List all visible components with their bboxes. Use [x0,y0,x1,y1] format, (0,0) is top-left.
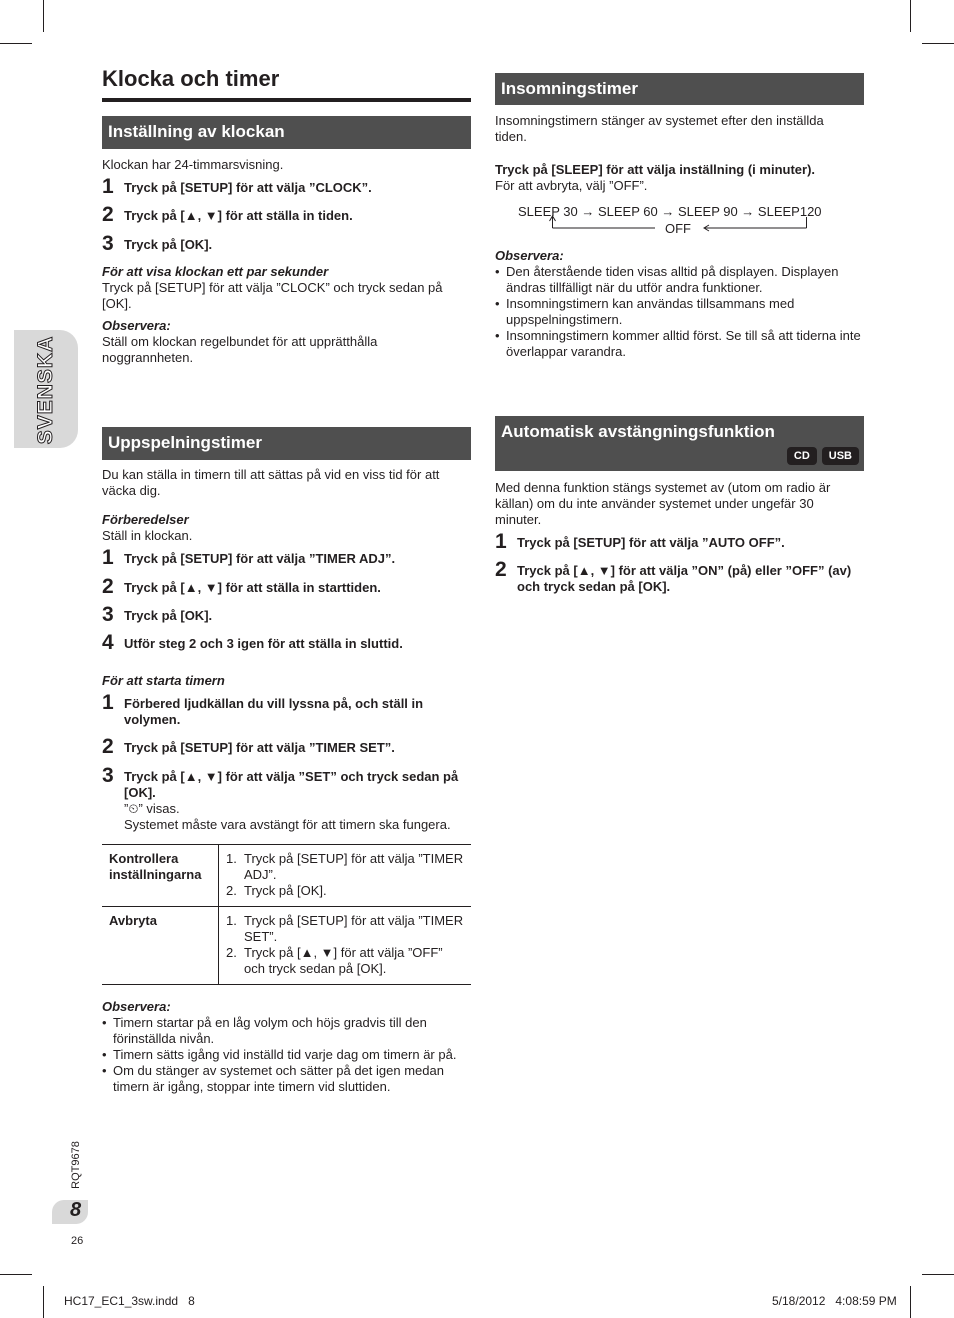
clock-section-heading: Inställning av klockan [102,116,471,149]
table-row-label: Avbryta [102,907,219,985]
auto-off-heading-text: Automatisk avstängningsfunktion [501,422,775,441]
sleep-sequence: SLEEP 30 → SLEEP 60 → SLEEP 90 → SLEEP120 [518,204,822,219]
clock-step: 1 Tryck på [SETUP] för att välja ”CLOCK”. [102,175,372,198]
timer-note-title: Observera: [102,999,171,1014]
list-item: • Insomningstimern kan användas tillsammans med uppspelningstimern. [495,296,864,328]
sleep-intro: Insomningstimern stänger av systemet efter den inställda tiden. [495,113,824,144]
page-sub-number: 26 [71,1235,84,1247]
list-item: • Den återstående tiden visas alltid på displayen. Displayen ändras tillfälligt när du utför andra funktioner. [495,264,864,296]
footer-file: HC17_EC1_3sw.indd 8 [64,1294,195,1308]
clock-note-text: Ställ om klockan regelbundet för att upprätthålla noggrannheten. [102,334,378,365]
timer-start-step: 1 Förbered ljudkällan du vill lyssna på, och ställ in volymen. [102,691,424,727]
timer-start-step: 3 Tryck på [▲, ▼] för att välja ”SET” och tryck sedan på [OK]. ”⏲” visas. Systemet måste vara avstängt för att timern ska fungera. [102,766,471,833]
timer-step: 2 Tryck på [▲, ▼] för att ställa in starttiden. [102,575,381,598]
list-item: 2. Tryck på [▲, ▼] för att välja ”OFF” och tryck sedan på [OK]. [226,945,443,976]
usb-badge: USB [822,447,859,465]
list-item: • Insomningstimern kommer alltid först. Se till så att tiderna inte överlappar varandra. [495,328,864,360]
title-rule [102,98,471,102]
timer-step: 3 Tryck på [OK]. [102,603,213,626]
timer-start-title: För att starta timern [102,673,225,688]
timer-indicator-text: ”⏲” visas. [124,801,180,816]
clock-seconds-text: Tryck på [SETUP] för att välja ”CLOCK” och tryck sedan på [OK]. [102,280,443,311]
crop-mark [0,1274,32,1275]
timer-step: 4 Utför steg 2 och 3 igen för att ställa in sluttid. [102,631,403,654]
list-item: 1. Tryck på [SETUP] för att välja ”TIMER ADJ”. [226,851,464,882]
list-item: 1. Tryck på [SETUP] för att välja ”TIMER SET”. [226,913,464,944]
auto-off-intro: Med denna funktion stängs systemet av (utom om radio är källan) om du inte använder systemet under ungefär 30 minuter. [495,480,831,527]
model-code: RQT9678 [70,1141,82,1189]
timer-start-steps [102,693,471,833]
footer-date: 5/18/2012 4:08:59 PM [772,1294,897,1308]
table-row-label: Kontrollera inställningarna [102,845,219,907]
clock-step: 3 Tryck på [OK]. [102,232,213,255]
timer-section-heading: Uppspelningstimer [102,427,471,460]
auto-off-steps [495,532,864,595]
crop-mark [910,0,911,32]
sleep-off-label: OFF [665,221,691,236]
page-title: Klocka och timer [102,66,280,91]
sleep-sequence-diagram [495,204,864,244]
timer-start-step: 2 Tryck på [SETUP] för att välja ”TIMER SET”. [102,735,395,758]
table-row [102,907,471,985]
auto-off-step: 2 Tryck på [▲, ▼] för att välja ”ON” (på) eller ”OFF” (av) och tryck sedan på [OK]. [495,558,852,594]
left-column [102,66,471,366]
table-row-content [219,907,472,985]
sleep-section [495,73,864,360]
timer-intro: Du kan ställa in timern till att sättas på vid en viss tid för att väcka dig. [102,467,440,498]
crop-mark [0,43,32,44]
timer-notes [102,1015,471,1095]
sleep-note-title: Observera: [495,248,564,263]
timer-step: 1 Tryck på [SETUP] för att välja ”TIMER ADJ”. [102,546,396,569]
auto-off-section [495,416,864,595]
crop-mark [43,1286,44,1318]
timer-section [102,427,471,1095]
crop-mark [910,1286,911,1318]
language-label: SVENSKA [34,335,57,445]
clock-note-title: Observera: [102,318,171,333]
table-row-content [219,845,472,907]
sleep-cancel-text: För att avbryta, välj ”OFF”. [495,178,648,193]
crop-mark [922,1274,954,1275]
sleep-instruction: Tryck på [SLEEP] för att välja inställning (i minuter). [495,162,816,177]
timer-prep-title: Förberedelser [102,512,189,527]
source-badges [782,444,859,465]
timer-requirement-text: Systemet måste vara avstängt för att timern ska fungera. [124,817,451,832]
timer-steps [102,548,471,661]
table-row [102,845,471,907]
crop-mark [922,43,954,44]
clock-seconds-title: För att visa klockan ett par sekunder [102,264,329,279]
auto-off-section-heading [495,416,864,471]
list-item: • Timern sätts igång vid inställd tid varje dag om timern är på. [102,1047,471,1063]
cd-badge: CD [787,447,817,465]
clock-steps [102,177,471,260]
timer-prep-text: Ställ in klockan. [102,528,193,543]
sleep-notes [495,264,864,360]
crop-mark [43,0,44,32]
language-side-tab [14,330,78,448]
clock-intro: Klockan har 24-timmarsvisning. [102,157,284,172]
list-item: 2. Tryck på [OK]. [226,883,327,898]
timer-table [102,844,471,985]
page-number: 8 [70,1199,82,1221]
auto-off-step: 1 Tryck på [SETUP] för att välja ”AUTO OFF”. [495,530,785,553]
clock-step: 2 Tryck på [▲, ▼] för att ställa in tiden. [102,203,353,226]
list-item: • Om du stänger av systemet och sätter på det igen medan timern är igång, stoppar inte timern vid sluttiden. [102,1063,471,1095]
list-item: • Timern startar på en låg volym och höjs gradvis till den förinställda nivån. [102,1015,471,1047]
sleep-section-heading: Insomningstimer [495,73,864,105]
